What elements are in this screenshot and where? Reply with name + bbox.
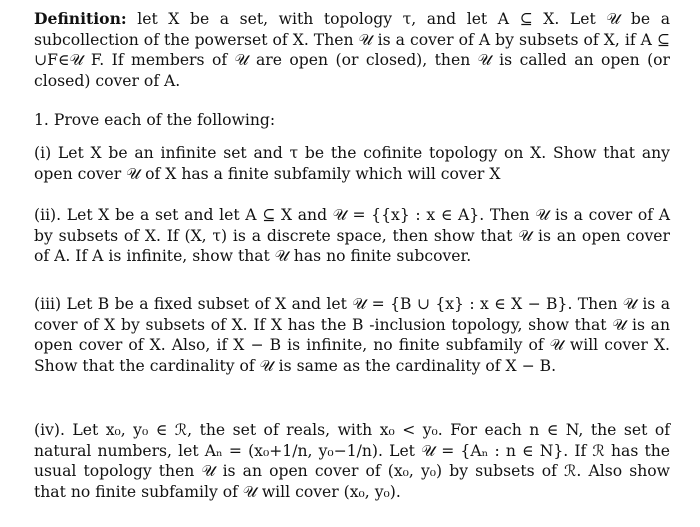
item-i: (i) Let X be an infinite set and τ be the cofinite topology on X. Show that any open cover 𝒰 of X has a finite subfamily which will cover X (34, 144, 670, 183)
definition-label: Definition: (34, 9, 127, 28)
item-iii: (iii) Let B be a fixed subset of X and let 𝒰 = {B ∪ {x} : x ∈ X − B}. Then 𝒰 is a cover of X by subsets of X. If X has the B -inclusion topology, show that 𝒰 is an open cover of X. Also, if X − B is infinite, no finite subfamily of 𝒰 will cover X. Show that the cardinality of 𝒰 is same as the cardinality of X − B. (34, 295, 670, 375)
definition-text: let X be a set, with topology τ, and let A ⊆ X. Let 𝒰 be a subcollection of the powerset of X. Then 𝒰 is a cover of A by subsets of X, if A ⊆ ∪F∈𝒰 F. If members of 𝒰 are open (or closed), then 𝒰 is called an open (or closed) cover of A. (34, 10, 670, 90)
task-heading: 1. Prove each of the following: (34, 111, 276, 129)
item-iv: (iv). Let x₀, y₀ ∈ ℛ, the set of reals, with x₀ < y₀. For each n ∈ N, the set of natural numbers, let Aₙ = (x₀+1/n, y₀−1/n). Let 𝒰 = {Aₙ : n ∈ N}. If ℛ has the usual topology then 𝒰 is an open cover of (x₀, y₀) by subsets of ℛ. Also show that no finite subfamily of 𝒰 will cover (x₀, y₀). (34, 421, 670, 501)
item-ii: (ii). Let X be a set and let A ⊆ X and 𝒰 = {{x} : x ∈ A}. Then 𝒰 is a cover of A by subsets of X. If (X, τ) is a discrete space, then show that 𝒰 is an open cover of A. If A is infinite, show that 𝒰 has no finite subcover. (34, 206, 670, 266)
definition-paragraph (34, 9, 670, 91)
